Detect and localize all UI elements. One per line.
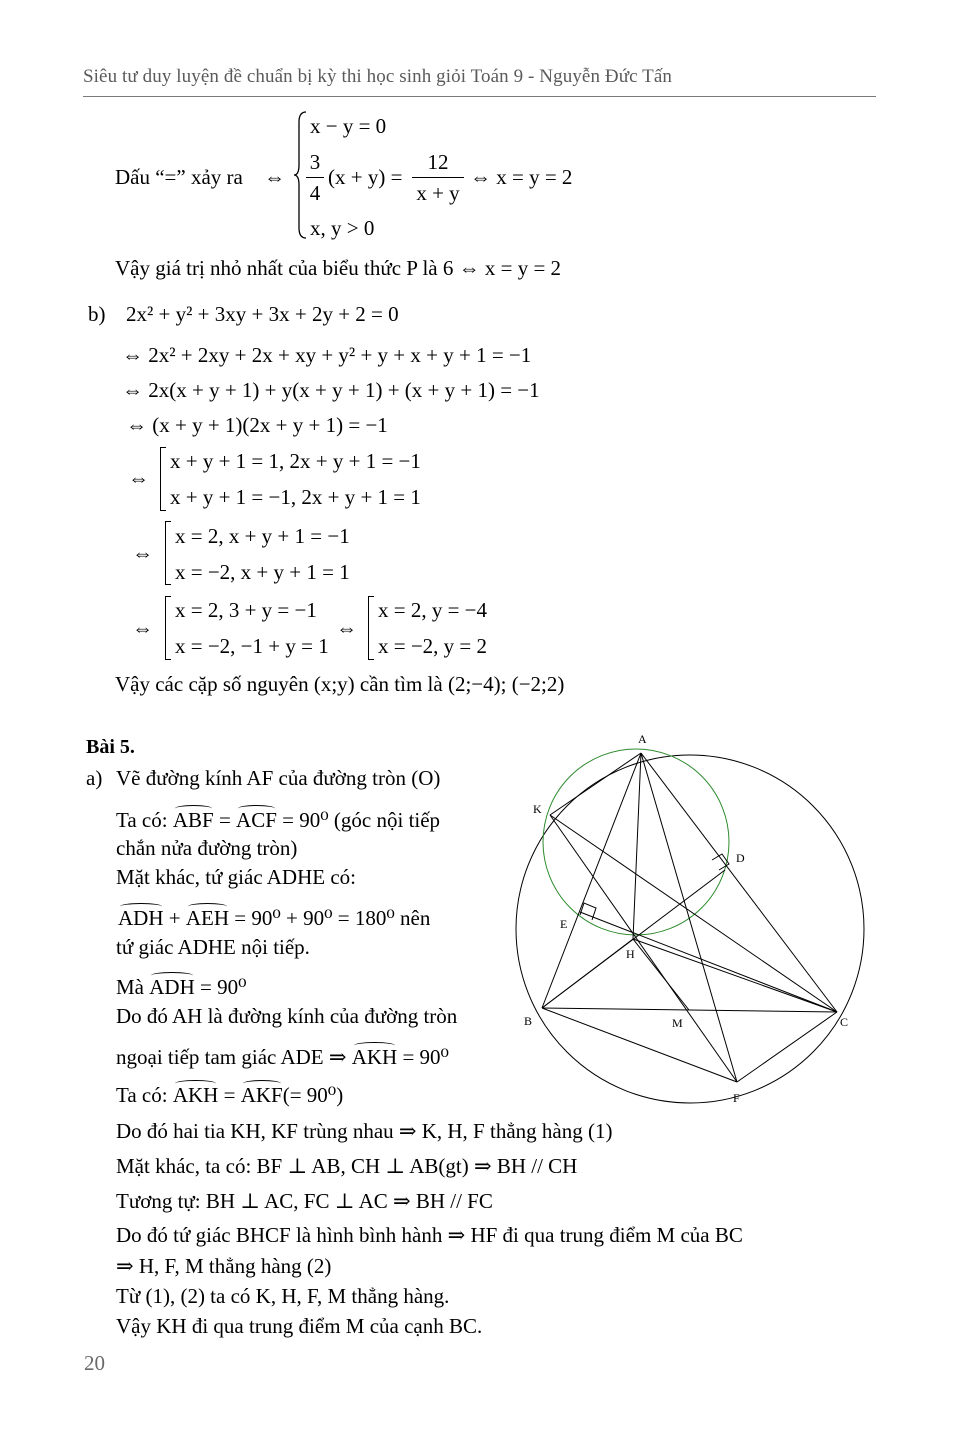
circumcircle-o [516, 755, 864, 1103]
line-11: Do đó hai tia KH, KF trùng nhau ⇒ K, H, F thẳng hàng (1) [116, 1119, 613, 1143]
text: = [218, 1083, 241, 1107]
header-title: Siêu tư duy luyện đề chuẩn bị kỳ thi học sinh giỏi Toán 9 - Nguyễn Đức Tấn [83, 66, 673, 87]
iff-symbol: ⇔ [336, 616, 357, 640]
text: Ta có: [116, 808, 173, 832]
text: Ta có: [116, 1083, 173, 1107]
line-12: Mặt khác, ta có: BF ⊥ AB, CH ⊥ AB(gt) ⇒ BH // CH [116, 1154, 578, 1178]
line-2 [116, 810, 440, 831]
line-10 [116, 1085, 343, 1106]
line-3: chắn nửa đường tròn) [116, 836, 298, 860]
segment-ab [542, 753, 641, 1008]
text: (= 90⁰) [282, 1083, 344, 1107]
fraction-12-xy [412, 150, 464, 206]
case-2-a: x = 2, x + y + 1 = −1 [175, 524, 350, 548]
case-4-b: x = −2, y = 2 [378, 634, 488, 658]
fraction-numerator: 12 [427, 150, 449, 174]
step-3: ⇔ (x + y + 1)(2x + y + 1) = −1 [126, 413, 388, 437]
case-bracket [160, 447, 166, 511]
angle-akh: AKH [172, 1083, 219, 1107]
segment-hc [633, 939, 837, 1012]
segment-ac [641, 753, 837, 1012]
iff-symbol: ⇔ [132, 616, 153, 640]
system-line-3: x, y > 0 [310, 216, 375, 240]
page-number: 20 [84, 1351, 105, 1375]
segment-bc [542, 1008, 837, 1012]
fraction-numerator: 3 [309, 150, 321, 174]
problem-title: Bài 5. [86, 736, 135, 758]
geometry-figure [500, 725, 880, 1110]
angle-acf: ACF [236, 808, 277, 832]
segment-hm [633, 939, 689, 1010]
text: = 90⁰ (góc nội tiếp [276, 808, 441, 832]
line-15: ⇒ H, F, M thẳng hàng (2) [116, 1254, 332, 1278]
case-3-a: x = 2, 3 + y = −1 [175, 598, 317, 622]
label-h: H [626, 947, 635, 961]
diameter-af [641, 753, 737, 1082]
line-8: Do đó AH là đường kính của đường tròn [116, 1004, 458, 1028]
line-4: Mặt khác, tứ giác ADHE có: [116, 865, 356, 889]
step-2: ⇔ 2x(x + y + 1) + y(x + y + 1) + (x + y + 1) = −1 [122, 378, 540, 402]
line-5 [118, 908, 430, 929]
text: = 90⁰ + 90⁰ = 180⁰ nên [229, 906, 431, 930]
part-b-equation: 2x² + y² + 3xy + 3x + 2y + 2 = 0 [126, 302, 399, 326]
altitude-ce [580, 912, 837, 1012]
label-m: M [672, 1016, 683, 1030]
case-4-a: x = 2, y = −4 [378, 598, 488, 622]
segment-bf [542, 1008, 737, 1082]
label-c: C [840, 1015, 849, 1029]
text: = [213, 808, 237, 832]
part-b-label: b) [88, 302, 106, 326]
fraction-3-4 [306, 150, 324, 206]
case-3-b: x = −2, −1 + y = 1 [175, 634, 329, 658]
angle-adh: ADH [149, 975, 195, 999]
part-a-conclusion: Vậy giá trị nhỏ nhất của biểu thức P là 6 ⇔ x = y = 2 [115, 256, 562, 280]
circle-adhe [543, 749, 729, 935]
case-bracket [165, 596, 171, 660]
part-b-conclusion: Vậy các cặp số nguyên (x;y) cần tìm là (2;−4); (−2;2) [115, 672, 565, 696]
segment-cf [737, 1012, 837, 1082]
text: = 90⁰ [194, 975, 247, 999]
label-b: B [524, 1014, 533, 1028]
line-1: Vẽ đường kính AF của đường tròn (O) [116, 766, 441, 790]
system-result: ⇔ x = y = 2 [470, 165, 573, 189]
line-13: Tương tự: BH ⊥ AC, FC ⊥ AC ⇒ BH // FC [116, 1189, 493, 1213]
iff-symbol: ⇔ [128, 466, 149, 490]
label-f: F [733, 1091, 740, 1105]
line-17: Vậy KH đi qua trung điểm M của cạnh BC. [116, 1314, 483, 1338]
case-bracket [165, 521, 171, 585]
iff-symbol: ⇔ [132, 541, 153, 565]
segment-kc [550, 815, 837, 1012]
case-2-b: x = −2, x + y + 1 = 1 [175, 560, 350, 584]
system-line-2-mid: (x + y) = [328, 165, 403, 189]
angle-akf: AKF [240, 1083, 283, 1107]
label-d: D [736, 851, 745, 865]
case-bracket [368, 596, 374, 660]
segment-ah [633, 753, 641, 939]
angle-aeh: AEH [185, 906, 230, 930]
step-1: ⇔ 2x² + 2xy + 2x + xy + y² + y + x + y + 1 = −1 [122, 343, 532, 367]
label-a: A [638, 732, 647, 746]
label-k: K [533, 802, 542, 816]
equality-label: Dấu “=” xảy ra [115, 165, 243, 189]
line-khmf [550, 815, 737, 1082]
angle-adh: ADH [118, 906, 164, 930]
fraction-denominator: x + y [412, 177, 464, 206]
text: ngoại tiếp tam giác ADE ⇒ [116, 1045, 352, 1069]
angle-abf: ABF [172, 808, 214, 832]
case-1-b: x + y + 1 = −1, 2x + y + 1 = 1 [170, 485, 421, 509]
line-6: tứ giác ADHE nội tiếp. [116, 935, 310, 959]
line-7 [116, 977, 247, 998]
fraction-denominator: 4 [306, 177, 324, 206]
line-16: Từ (1), (2) ta có K, H, F, M thẳng hàng. [116, 1284, 450, 1308]
text: = 90⁰ [397, 1045, 449, 1069]
text: Mà [116, 975, 150, 999]
text: + [163, 906, 186, 930]
label-e: E [560, 917, 568, 931]
line-9 [116, 1047, 449, 1068]
iff-symbol: ⇔ [264, 165, 285, 189]
system-line-1: x − y = 0 [310, 114, 387, 138]
running-header [83, 66, 876, 97]
case-1-a: x + y + 1 = 1, 2x + y + 1 = −1 [170, 449, 421, 473]
item-a-label: a) [86, 766, 103, 790]
angle-akh: AKH [351, 1045, 398, 1069]
line-14: Do đó tứ giác BHCF là hình bình hành ⇒ HF đi qua trung điểm M của BC [116, 1223, 743, 1247]
